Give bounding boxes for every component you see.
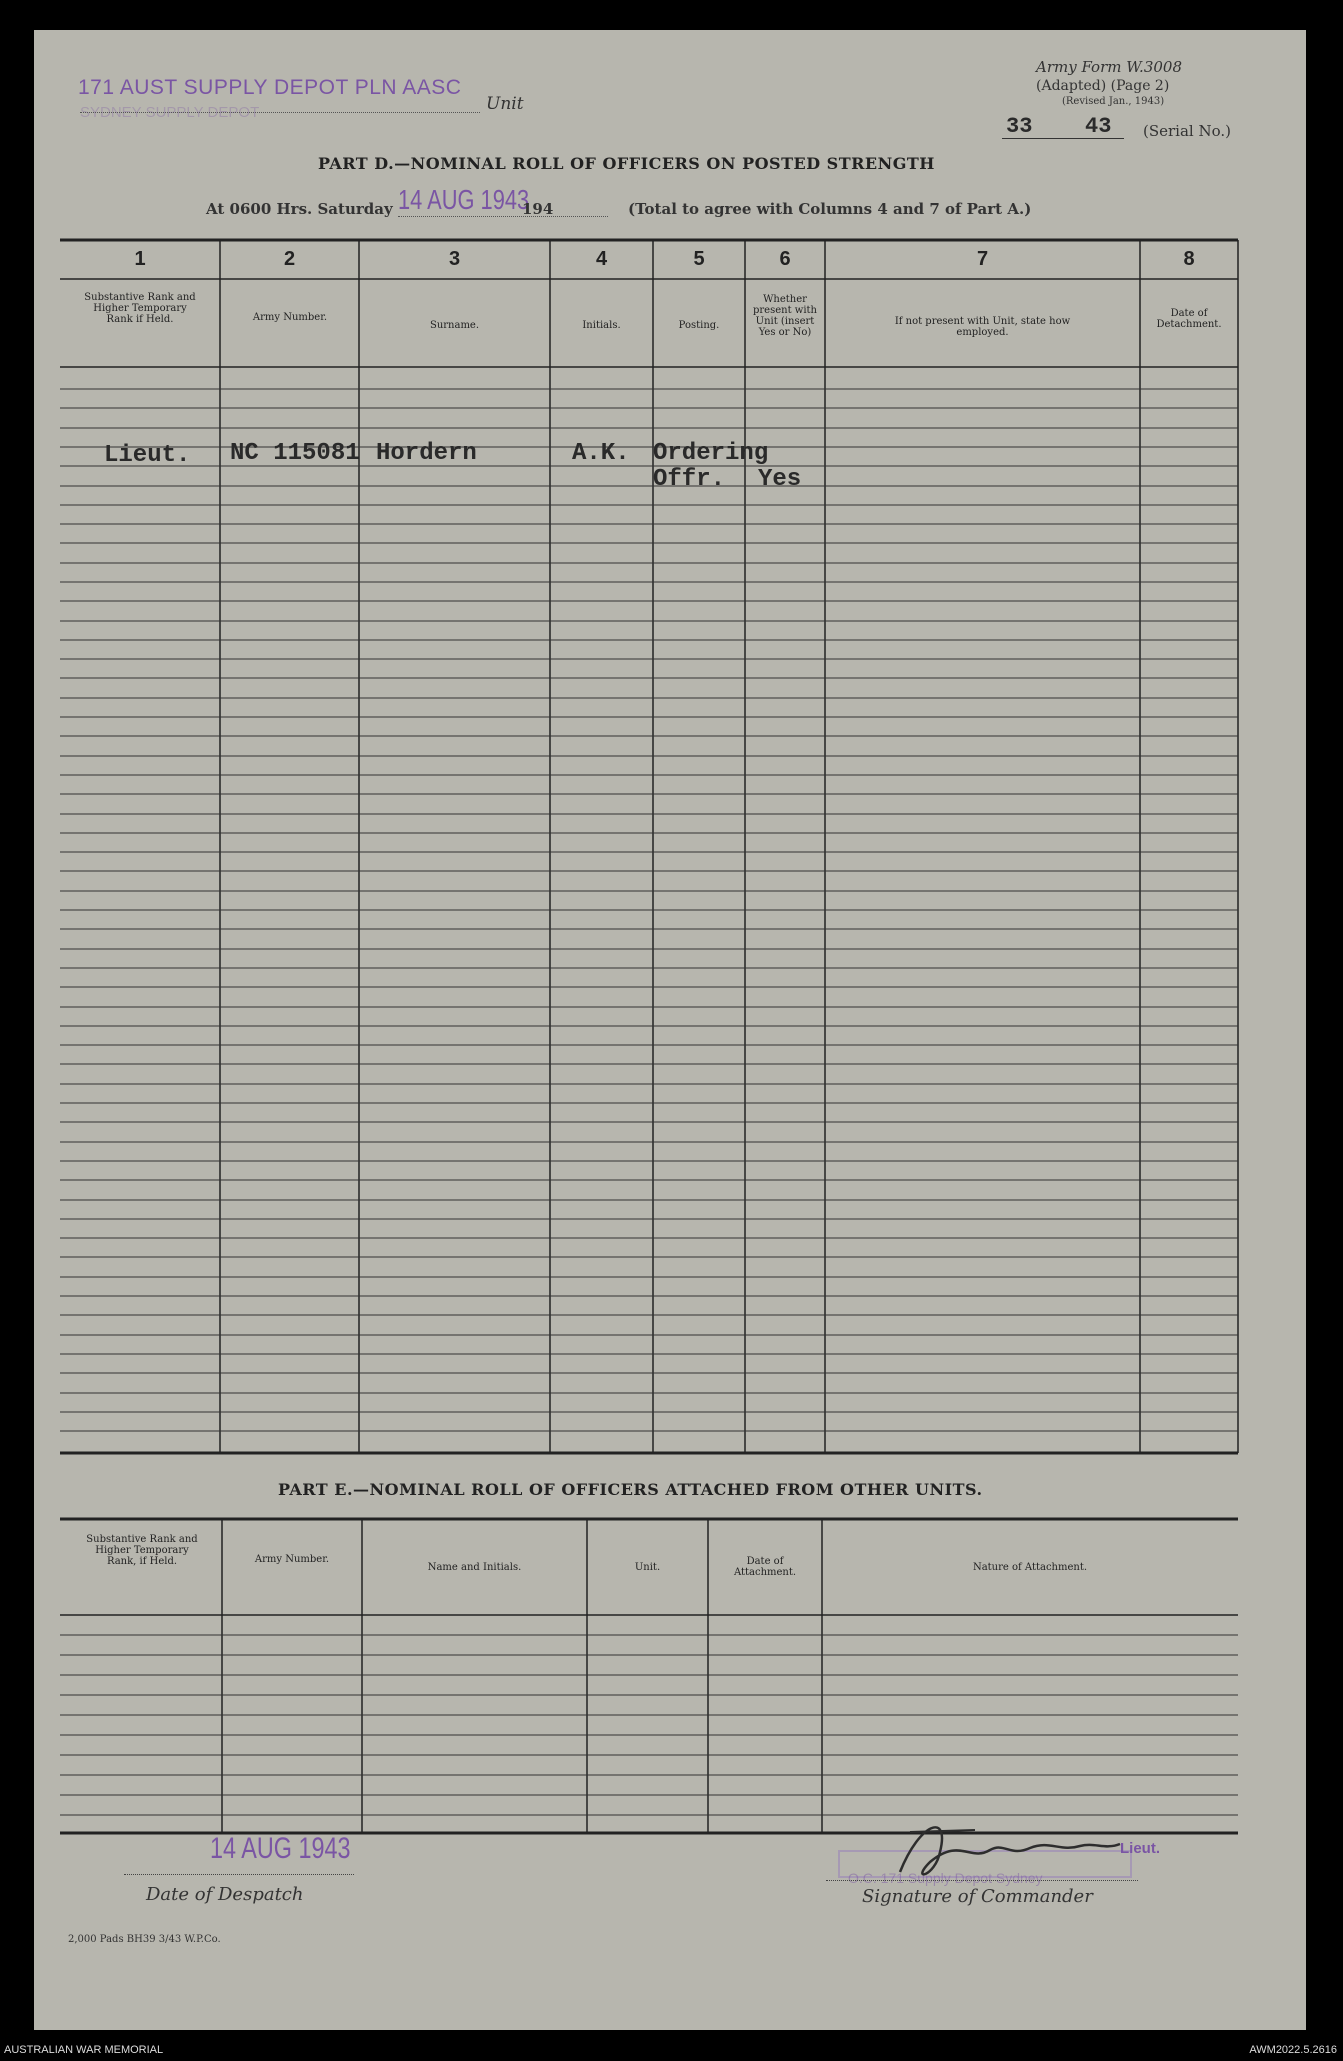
roll-date-stamp: 14 AUG 1943: [398, 184, 530, 215]
col-header-employment: If not present with Unit, state how employed.: [894, 316, 1071, 338]
part-d-title: PART D.—NOMINAL ROLL OF OFFICERS ON POSTED STRENGTH: [318, 154, 935, 173]
serial-value-2: 43: [1085, 114, 1112, 139]
e-header-attach-date: Date of Attachment.: [733, 1556, 797, 1578]
entry-posting-line2: Offr.: [653, 466, 726, 493]
at-time-label: At 0600 Hrs. Saturday: [206, 200, 393, 218]
form-adapted: (Adapted) (Page 2): [1036, 78, 1170, 94]
despatch-date-stamp: 14 AUG 1943: [210, 1832, 351, 1865]
e-header-nature: Nature of Attachment.: [972, 1562, 1088, 1573]
col-header-present: Whether present with Unit (insert Yes or No): [752, 294, 817, 338]
e-header-name: Name and Initials.: [427, 1562, 522, 1573]
serial-value-1: 33: [1006, 114, 1033, 139]
archive-footer: [0, 2034, 1343, 2061]
e-header-army-number: Army Number.: [254, 1554, 330, 1565]
entry-posting-line1: Ordering: [653, 440, 769, 467]
despatch-label: Date of Despatch: [146, 1884, 304, 1905]
col-number-2: 2: [283, 248, 296, 270]
e-header-unit: Unit.: [634, 1562, 661, 1573]
entry-army-number: NC 115081: [230, 440, 360, 467]
col-number-3: 3: [448, 248, 461, 270]
commander-stamp-text: O.C. 171 Supply Depot Sydney: [848, 1870, 1043, 1886]
col-number-7: 7: [976, 248, 989, 270]
entry-present: Yes: [758, 466, 802, 493]
serial-label: (Serial No.): [1143, 122, 1231, 140]
col-number-5: 5: [693, 248, 705, 270]
entry-rank: Lieut.: [104, 442, 191, 469]
entry-initials: A.K.: [572, 440, 630, 467]
part-e-title: PART E.—NOMINAL ROLL OF OFFICERS ATTACHED FROM OTHER UNITS.: [278, 1480, 983, 1499]
entry-surname: Hordern: [376, 440, 477, 467]
form-number: Army Form W.3008: [1036, 58, 1182, 76]
col-number-1: 1: [134, 248, 146, 270]
col-number-6: 6: [779, 248, 791, 270]
unit-label: Unit: [486, 94, 524, 114]
col-header-detachment: Date of Detachment.: [1156, 308, 1222, 330]
col-header-army-number: Army Number.: [252, 312, 328, 323]
unit-stamp-faded: SYDNEY SUPPLY DEPOT: [80, 104, 260, 121]
e-header-rank: Substantive Rank and Higher Temporary Rank, if Held.: [86, 1534, 198, 1567]
col-header-surname: Surname.: [429, 320, 480, 331]
commander-signature: [880, 1802, 1140, 1892]
archive-left: AUSTRALIAN WAR MEMORIAL: [4, 2044, 164, 2056]
unit-stamp: 171 AUST SUPPLY DEPOT PLN AASC: [78, 76, 462, 99]
commander-rank: Lieut.: [1120, 1840, 1160, 1857]
col-number-8: 8: [1183, 248, 1195, 270]
col-header-rank: Substantive Rank and Higher Temporary Rank if Held.: [84, 292, 196, 325]
col-number-4: 4: [595, 248, 608, 270]
printer-note: 2,000 Pads BH39 3/43 W.P.Co.: [68, 1934, 221, 1945]
total-note: (Total to agree with Columns 4 and 7 of Part A.): [628, 200, 1032, 218]
year-prefix: 194: [522, 200, 554, 218]
col-header-initials: Initials.: [582, 320, 621, 331]
col-header-posting: Posting.: [678, 320, 720, 331]
form-revised: (Revised Jan., 1943): [1062, 96, 1165, 107]
archive-right: AWM2022.5.2616: [1249, 2044, 1337, 2056]
commander-label: Signature of Commander: [862, 1886, 1093, 1907]
